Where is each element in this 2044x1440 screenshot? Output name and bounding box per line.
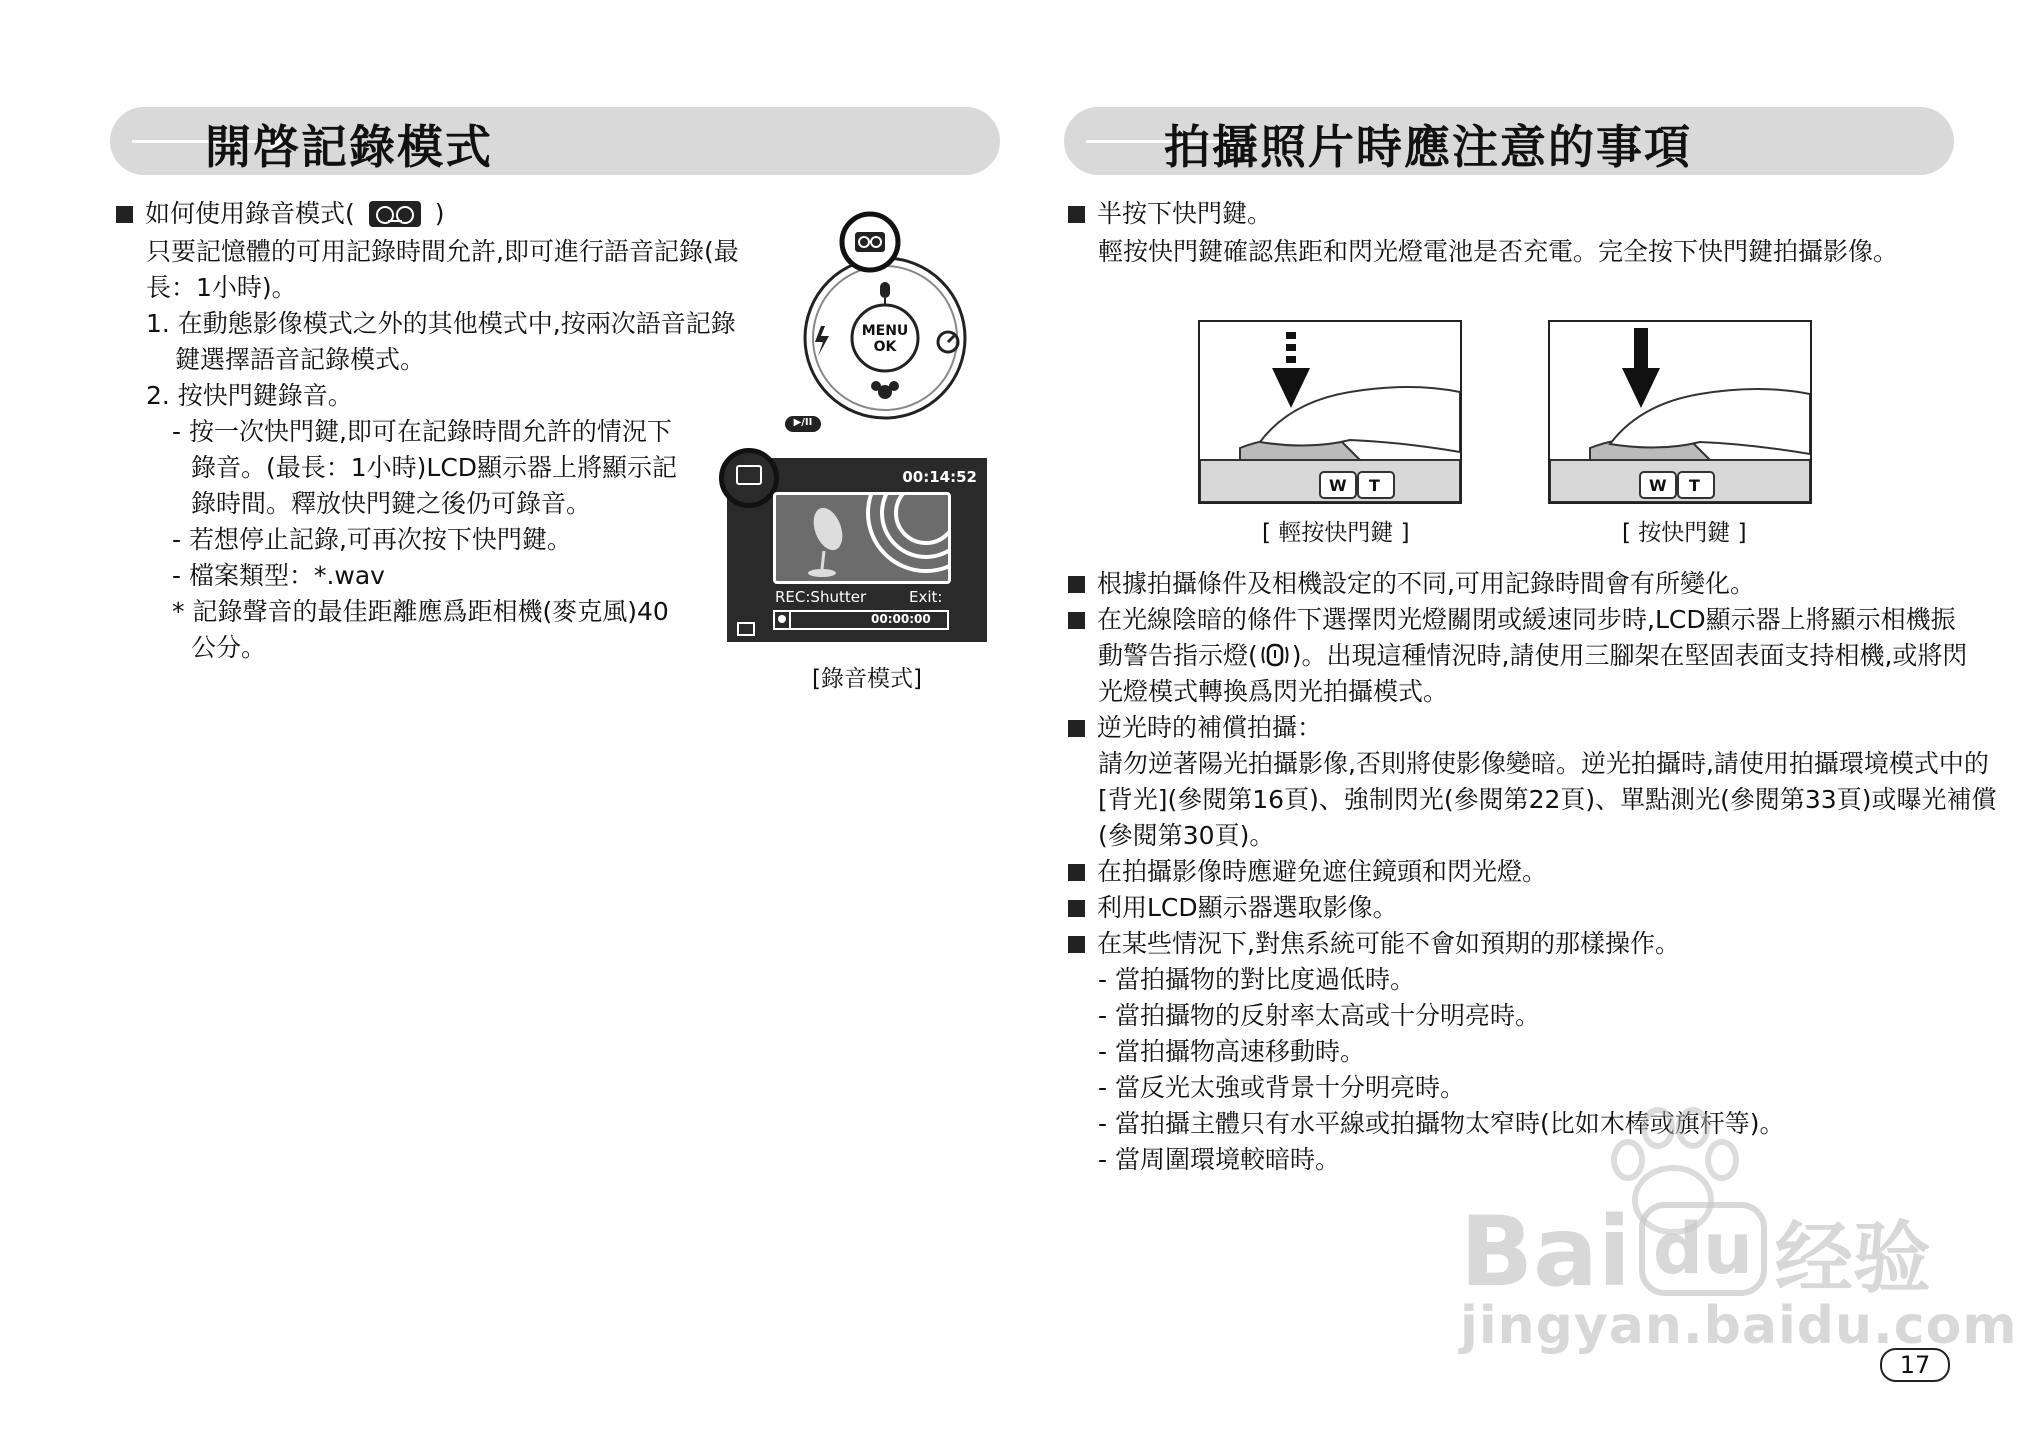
zoom-w-label: W (1329, 476, 1347, 495)
bullet-square (1068, 900, 1085, 917)
sub-item: - 當反光太強或背景十分明亮時。 (1098, 1073, 1465, 1102)
sub-item: - 當拍攝物高速移動時。 (1098, 1037, 1365, 1066)
lcd-progress-bar (773, 610, 949, 630)
bullet-item-cont: [背光](參閱第16頁)、強制閃光(參閱第22頁)、單點測光(參閱第33頁)或曝光補償 (1098, 785, 1997, 814)
bullet-square (1068, 612, 1085, 629)
right-section-title: 拍攝照片時應注意的事項 (1164, 120, 1692, 174)
lcd-rec-label: REC:Shutter (775, 588, 867, 606)
bullet-item (1068, 854, 1547, 890)
bullet-item-cont: (參閱第30頁)。 (1098, 821, 1275, 850)
note-item: * 記錄聲音的最佳距離應爲距相機(麥克風)40 (172, 597, 669, 626)
sub-item-cont: 錄音。(最長：1小時)LCD顯示器上將顯示記 (191, 453, 678, 482)
watermark-brand (1460, 1196, 1931, 1308)
sub-item: - 若想停止記錄,可再次按下快門鍵。 (172, 525, 572, 554)
sub-item: - 當拍攝物的對比度過低時。 (1098, 965, 1415, 994)
lcd-voice-icon (736, 465, 762, 485)
camera-shake-icon (1258, 641, 1292, 669)
body-line: 長：1小時)。 (146, 273, 297, 302)
dial-menu-label: MENU (861, 323, 909, 339)
note-item-cont: 公分。 (191, 633, 267, 662)
camera-dial-figure (785, 208, 985, 438)
sub-item: - 當周圍環境較暗時。 (1098, 1145, 1340, 1174)
photo-half-press (1198, 320, 1462, 504)
full-press-illustration (1550, 322, 1810, 502)
lcd-figure-caption: [錄音模式] (812, 666, 922, 692)
lcd-remaining-time: 00:14:52 (902, 468, 977, 486)
bullet-square (116, 206, 133, 223)
body-line: 只要記憶體的可用記錄時間允許,即可進行語音記錄(最 (146, 237, 739, 266)
sub-item: - 當拍攝主體只有水平線或拍攝物太窄時(比如木棒或旗杆等)。 (1098, 1109, 1785, 1138)
voice-record-icon (369, 201, 421, 227)
watermark-url: jingyan.baidu.com (1460, 1296, 2018, 1356)
bullet-item-cont: 光燈模式轉換爲閃光拍攝模式。 (1098, 677, 1449, 706)
bullet-text: 逆光時的補償拍攝： (1097, 713, 1323, 742)
lcd-preview-frame (773, 492, 951, 584)
bullet-square (1068, 936, 1085, 953)
bullet-item-cont: 請勿逆著陽光拍攝影像,否則將使影像變暗。逆光拍攝時,請使用拍攝環境模式中的 (1098, 749, 1989, 778)
sub-item-cont: 錄時間。釋放快門鍵之後仍可錄音。 (191, 489, 592, 518)
watermark-du-badge: du (1639, 1202, 1767, 1296)
bullet-item (1068, 890, 1398, 926)
lcd-progress-divider (789, 612, 791, 628)
lcd-mode-icon-ring (719, 448, 779, 508)
bullet-text: 利用LCD顯示器選取影像。 (1097, 893, 1398, 922)
bullet-square (1068, 720, 1085, 737)
watermark-bai: Bai (1460, 1196, 1631, 1308)
bullet-text: 在拍攝影像時應避免遮住鏡頭和閃光燈。 (1097, 857, 1548, 886)
watermark-jingyan-cn: 经验 (1774, 1214, 1931, 1304)
bullet-text: )。出現這種情況時,請使用三腳架在堅固表面支持相機,或將閃 (1291, 641, 1968, 670)
bullet-text: 在某些情況下,對焦系統可能不會如預期的那樣操作。 (1097, 929, 1680, 958)
photo-full-press-caption: [ 按快門鍵 ] (1622, 520, 1747, 546)
voice-mode-intro (116, 196, 445, 232)
sub-item: - 當拍攝物的反射率太高或十分明亮時。 (1098, 1001, 1540, 1030)
sub-item: - 檔案類型：*.wav (172, 561, 385, 590)
right-section-header (1064, 107, 1954, 175)
bullet-square (1068, 206, 1085, 223)
photo-full-press (1548, 320, 1812, 504)
lcd-progress-time: 00:00:00 (871, 612, 931, 626)
sub-item: - 按一次快門鍵,即可在記錄時間允許的情況下 (172, 417, 672, 446)
bullet-item (1068, 926, 1680, 962)
lcd-exit-label: Exit: (909, 588, 943, 606)
bullet-square (1068, 864, 1085, 881)
left-section-header (110, 107, 1000, 175)
left-section-title: 開啓記錄模式 (205, 120, 493, 174)
lcd-card-icon (737, 622, 755, 636)
lcd-progress-dot (778, 615, 786, 623)
step-1: 1. 在動態影像模式之外的其他模式中,按兩次語音記錄 (146, 309, 736, 338)
photo-half-press-caption: [ 輕按快門鍵 ] (1262, 520, 1410, 546)
bullet-text: 動警告指示燈( (1098, 641, 1258, 670)
bullet-text: 在光線陰暗的條件下選擇閃光燈關閉或緩速同步時,LCD顯示器上將顯示相機振 (1097, 605, 1956, 634)
shutter-half-press (1068, 196, 1272, 232)
lcd-screen-figure (727, 458, 987, 642)
intro-close: ) (434, 199, 445, 228)
bullet-text: 半按下快門鍵。 (1097, 199, 1273, 228)
bullet-item (1068, 602, 1956, 638)
step-2: 2. 按快門鍵錄音。 (146, 381, 353, 410)
dial-ok-label: OK (873, 339, 897, 355)
zoom-t-label: T (1369, 476, 1380, 495)
bullet-text: 根據拍攝條件及相機設定的不同,可用記錄時間會有所變化。 (1097, 569, 1755, 598)
bullet-item (1068, 710, 1322, 746)
microphone-icon (776, 495, 948, 581)
half-press-illustration (1200, 322, 1460, 502)
page-number: 17 (1880, 1348, 1950, 1382)
zoom-w-label: W (1649, 476, 1667, 495)
shutter-desc: 輕按快門鍵確認焦距和閃光燈電池是否充電。完全按下快門鍵拍攝影像。 (1098, 237, 1899, 266)
dial-play-label: ▶/II (793, 417, 813, 428)
zoom-t-label: T (1689, 476, 1700, 495)
bullet-item (1068, 566, 1755, 602)
bullet-square (1068, 576, 1085, 593)
bullet-item-cont (1098, 638, 1967, 674)
step-1-cont: 鍵選擇語音記錄模式。 (175, 345, 426, 374)
intro-text: 如何使用錄音模式( (145, 199, 355, 228)
